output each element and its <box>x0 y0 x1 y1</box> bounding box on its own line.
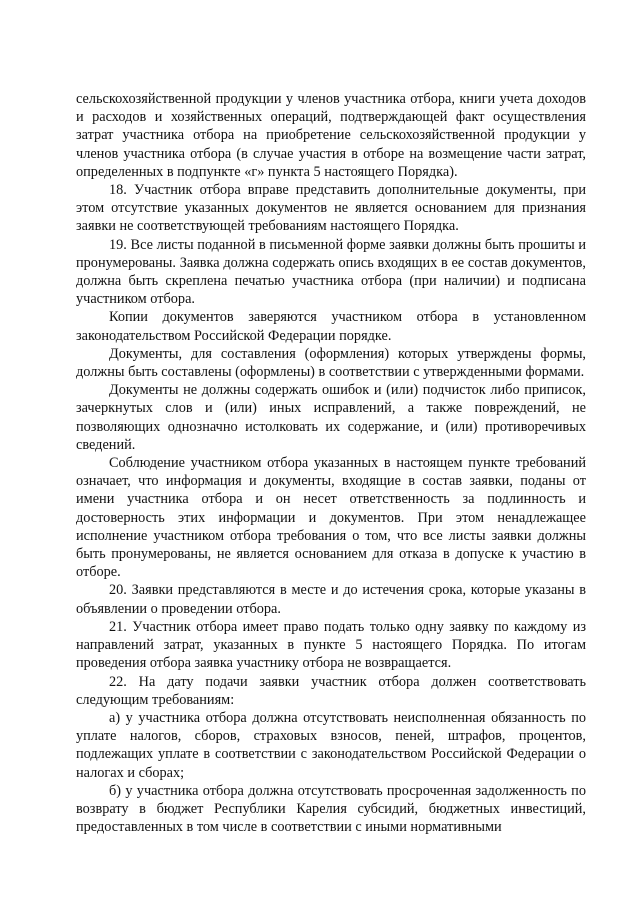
paragraph-19: 19. Все листы поданной в письменной форме заявки должны быть прошиты и пронумерованы. Заявка должна содержать опись входящих в ее состав документов, должна быть скреплена печатью участника отбора (при наличии) и подписана участником отбора. <box>76 236 586 308</box>
paragraph-forms: Документы, для составления (оформления) которых утверждены формы, должны быть составлены (оформлены) в соответствии с утвержденными формами. <box>76 345 586 381</box>
paragraph-continuation: сельскохозяйственной продукции у членов участника отбора, книги учета доходов и расходов и хозяйственных операций, подтверждающей факт осуществления затрат участника отбора на приобретение сельскохозяйственной продукции у членов участника отбора (в случае участия в отборе на возмещение части затрат, определенных в подпункте «г» пункта 5 настоящего Порядка). <box>76 91 586 180</box>
paragraph-22a: а) у участника отбора должна отсутствовать неисполненная обязанность по уплате налогов, сборов, страховых взносов, пеней, штрафов, процентов, подлежащих уплате в соответствии с законодательством Российской Федерации о налогах и сборах; <box>76 709 586 781</box>
paragraph-no-errors: Документы не должны содержать ошибок и (или) подчисток либо приписок, зачеркнутых слов и (или) иных исправлений, а также повреждений, не позволяющих однозначно истолковать их содержание, и (или) противоречивых сведений. <box>76 382 586 453</box>
paragraph-20: 20. Заявки представляются в месте и до истечения срока, которые указаны в объявлении о проведении отбора. <box>76 582 586 617</box>
paragraph-copies: Копии документов заверяются участником отбора в установленном законодательством Российской Федерации порядке. <box>76 309 586 344</box>
paragraph-22: 22. На дату подачи заявки участник отбора должен соответствовать следующим требованиям: <box>76 673 586 708</box>
paragraph-compliance: Соблюдение участником отбора указанных в настоящем пункте требований означает, что информация и документы, входящие в состав заявки, поданы от имени участника отбора и он несет ответственность за подлинность и достоверность этих информации и документов. При этом ненадлежащее исполнение участником отбора требования о том, что все листы заявки должны быть пронумерованы, не является основанием для отказа в допуске к участию в отборе. <box>76 455 586 581</box>
paragraph-18: 18. Участник отбора вправе представить дополнительные документы, при этом отсутствие указанных документов не является основанием для признания заявки не соответствующей требованиям настоящего Порядка. <box>76 182 586 235</box>
document-page <box>76 90 586 836</box>
paragraph-21: 21. Участник отбора имеет право подать только одну заявку по каждому из направлений затрат, указанных в пункте 5 настоящего Порядка. По итогам проведения отбора заявка участнику отбора не возвращается. <box>76 618 586 672</box>
paragraph-22b: б) у участника отбора должна отсутствовать просроченная задолженность по возврату в бюджет Республики Карелия субсидий, бюджетных инвестиций, предоставленных в том числе в соответствии с иными нормативными <box>76 782 586 836</box>
